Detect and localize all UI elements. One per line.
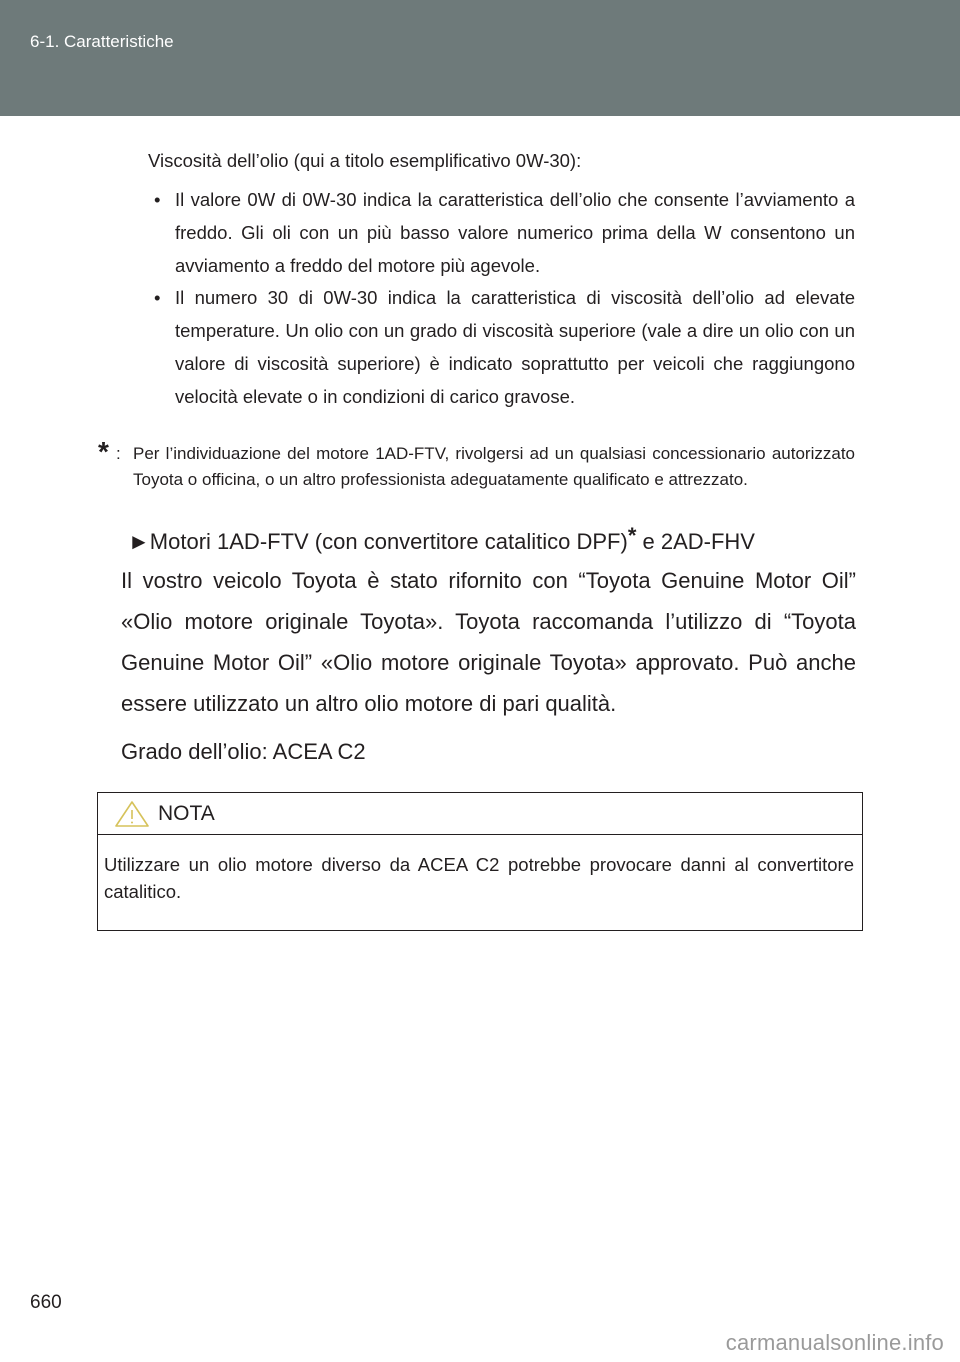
footnote-asterisk: * [98, 436, 109, 467]
note-box [97, 792, 863, 931]
viscosity-intro: Viscosità dell’olio (qui a titolo esemplificativo 0W-30): [148, 150, 582, 171]
watermark: carmanualsonline.info [725, 1330, 944, 1355]
viscosity-bullet-high-temp: Il numero 30 di 0W-30 indica la caratteristica di viscosità dell’olio ad elevate temperature. Un olio con un grado di viscosità superiore (vale a dire un olio con un valore di viscosità superiore) è indicato soprattutto per veicoli che raggiungono velocità elevate o in condizioni di carico gravose. [175, 287, 855, 407]
note-title: NOTA [158, 802, 215, 825]
page-number: 660 [30, 1292, 62, 1313]
page-header [0, 0, 960, 116]
engine-section-heading [128, 523, 755, 558]
engine-heading-text-end: e 2AD-FHV [636, 529, 755, 554]
footnote-text: Per l’individuazione del motore 1AD-FTV, rivolgersi ad un qualsiasi concessionario autorizzato Toyota o officina, o un altro professionista adeguatamente qualificato e attrezzato. [133, 444, 855, 489]
heading-asterisk: * [627, 523, 637, 548]
oil-grade-text: Grado dell’olio: ACEA C2 [121, 739, 366, 764]
viscosity-bullet-cold-start: Il valore 0W di 0W-30 indica la caratteristica dell’olio che consente l’avviamento a freddo. Gli oli con un più basso valore numerico prima della W consentono un avviamento a freddo del motore più agevole. [175, 189, 855, 276]
bullet-marker: • [154, 287, 161, 308]
note-box-header [98, 793, 862, 835]
note-text: Utilizzare un olio motore diverso da ACEA C2 potrebbe provocare danni al convertitore catalitico. [104, 854, 854, 902]
warning-triangle-icon [114, 800, 150, 833]
engine-oil-paragraph: Il vostro veicolo Toyota è stato rifornito con “Toyota Genuine Motor Oil” «Olio motore originale Toyota». Toyota raccomanda l’utilizzo di “Toyota Genuine Motor Oil” «Olio motore originale Toyota» approvato. Può anche essere utilizzato un altro olio motore di pari qualità. [121, 568, 856, 716]
bullet-marker: • [154, 189, 161, 210]
section-title: 6-1. Caratteristiche [30, 32, 174, 51]
footnote-colon: : [116, 444, 121, 463]
engine-heading-text: Motori 1AD-FTV (con convertitore catalitico DPF) [149, 529, 628, 554]
arrow-right-icon: ► [128, 529, 150, 554]
